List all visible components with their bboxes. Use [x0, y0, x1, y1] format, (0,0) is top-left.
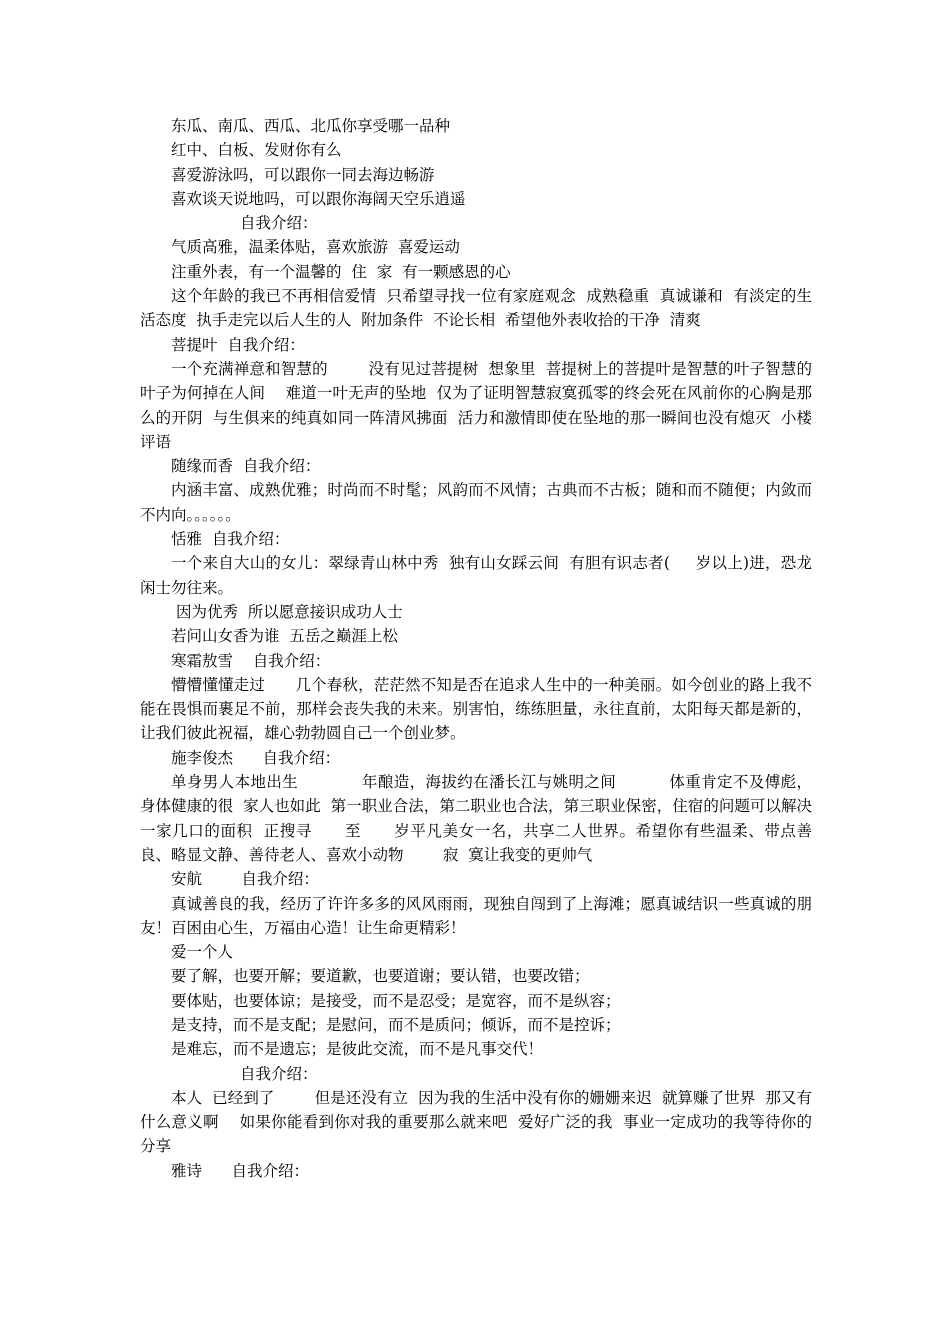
section-heading: 安航 自我介绍：	[171, 870, 319, 889]
paragraph: 要了解，也要开解；要道歉，也要道谢；要认错，也要改错；	[171, 967, 590, 986]
paragraph: 若问山女香为谁 五岳之巅涯上松	[171, 627, 398, 646]
paragraph: 懵懵懂懂走过 几个春秋，茫茫然不知是否在追求人生中的一种美丽。如今创业的路上我不能在畏惧而裹足不前，那样会丧失我的未来。别害怕，练练胆量，永往直前，太阳每天都是新的，让我们彼此祝福，雄心勃勃圆自己一个创业梦。	[140, 675, 812, 743]
section-heading: 寒霜敖雪 自我介绍：	[171, 651, 331, 670]
document-body	[140, 114, 842, 1183]
section-heading: 爱一个人	[171, 943, 234, 962]
section-heading: 雅诗 自我介绍：	[171, 1161, 310, 1180]
paragraph: 注重外表，有一个温馨的 住 家 有一颗感恩的心	[171, 262, 511, 281]
paragraph: 东瓜、南瓜、西瓜、北瓜你享受哪一品种	[171, 117, 451, 135]
paragraph: 一个充满禅意和智慧的 没有见过菩提树 想象里 菩提树上的菩提叶是智慧的叶子智慧的叶子为何掉在人间 难道一叶无声的坠地 仅为了证明智慧寂寞孤零的终会死在风前你的心胸是那么的开阴 与生俱来的纯真如同一阵清风拂面 活力和激情即使在坠地的那一瞬间也没有熄灭 小楼评语	[140, 359, 812, 451]
paragraph: 气质高雅，温柔体贴，喜欢旅游 喜爱运动	[171, 238, 460, 257]
paragraph: 本人 已经到了 但是还没有立 因为我的生活中没有你的姗姗来迟 就算赚了世界 那又有什么意义啊 如果你能看到你对我的重要那么就来吧 爱好广泛的我 事业一定成功的我等待你的分享	[140, 1088, 812, 1156]
paragraph: 是难忘，而不是遗忘；是彼此交流，而不是凡事交代！	[171, 1040, 544, 1059]
section-heading: 施李俊杰 自我介绍：	[171, 748, 341, 767]
paragraph: 一个来自大山的女儿：翠绿青山林中秀 独有山女踩云间 有胆有识志者( 岁以上)进，恐龙闲士勿往来。	[140, 554, 812, 597]
paragraph: 是支持，而不是支配；是慰问，而不是质问；倾诉，而不是控诉；	[171, 1015, 621, 1034]
section-heading: 自我介绍：	[171, 214, 318, 233]
paragraph: 喜爱游泳吗，可以跟你一同去海边畅游	[171, 165, 435, 184]
section-heading: 自我介绍：	[171, 1064, 318, 1083]
paragraph: 这个年龄的我已不再相信爱情 只希望寻找一位有家庭观念 成熟稳重 真诚谦和 有淡定的生活态度 执手走完以后人生的人 附加条件 不论长相 希望他外表收拾的干净 清爽	[140, 287, 812, 330]
paragraph: 内涵丰富、成熟优雅；时尚而不时髦；风韵而不风情；古典而不古板；随和而不随便；内敛而不内向。。。。。。	[140, 481, 812, 524]
paragraph: 因为优秀 所以愿意接识成功人士	[171, 602, 403, 621]
section-heading: 恬雅 自我介绍：	[171, 530, 290, 549]
section-heading: 随缘而香 自我介绍：	[171, 457, 321, 476]
section-heading: 菩提叶 自我介绍：	[171, 335, 305, 354]
paragraph: 要体贴，也要体谅；是接受，而不是忍受；是宽容，而不是纵容；	[171, 991, 621, 1010]
paragraph: 真诚善良的我，经历了许许多多的风风雨雨，现独自闯到了上海滩；愿真诚结识一些真诚的朋友！百困由心生，万福由心造！让生命更精彩！	[140, 894, 812, 937]
paragraph: 红中、白板、发财你有么	[171, 141, 342, 160]
paragraph: 喜欢谈天说地吗，可以跟你海阔天空乐逍遥	[171, 189, 466, 208]
paragraph: 单身男人本地出生 年酿造，海拔约在潘长江与姚明之间 体重肯定不及傅彪， 身体健康的很 家人也如此 第一职业合法，第二职业也合法，第三职业保密，住宿的问题可以解决一家几口的面积 正搜寻 至 岁平凡美女一名，共享二人世界。希望你有些温柔、带点善良、略显文静、善待老人、喜欢小动物 寂 寞让我变的更帅气	[140, 773, 842, 864]
